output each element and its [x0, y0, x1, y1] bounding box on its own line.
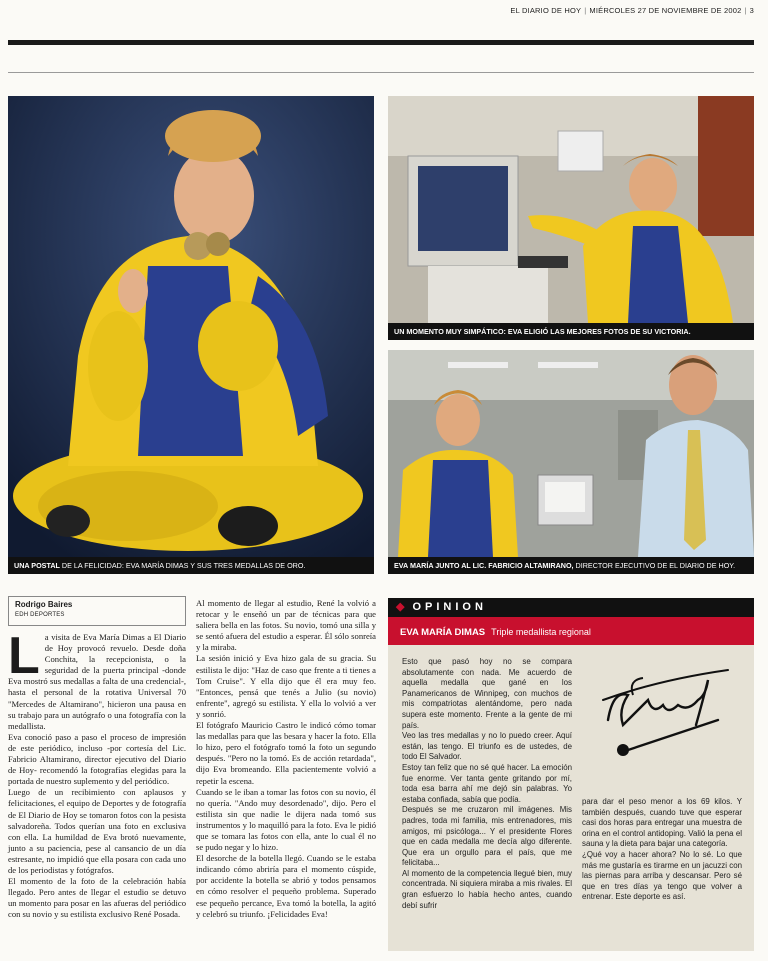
computer-photo-caption — [388, 323, 754, 340]
bullet-icon: ◆ — [396, 601, 409, 613]
issue-date: MIÉRCOLES 27 DE NOVIEMBRE DE 2002 — [589, 6, 742, 15]
newspaper-name: EL DIARIO DE HOY — [510, 6, 582, 15]
article-paragraph: Eva conoció paso a paso el proceso de impresión de este periódico, incluso -por cortesía del Lic. Fabricio Altamirano, director ejecutivo del Diario de Hoy- recomendó la fotografías elegidas para la portada de nuestro suplemento y del periódico. — [8, 731, 186, 787]
caption-text: DE LA FELICIDAD: EVA MARÍA DIMAS Y SUS TRES MEDALLAS DE ORO. — [59, 561, 306, 570]
author-section: EDH DEPORTES — [15, 612, 65, 618]
office-scene-image — [388, 350, 754, 557]
opinion-column-2 — [582, 797, 742, 903]
page-number: 3 — [749, 6, 754, 15]
signature-image — [588, 650, 738, 760]
article-paragraph: El fotógrafo Mauricio Castro le indicó cómo tomar las medallas para que las besara y hacer la foto. Ella lo hizo, pero el fotógrafo tomó la foto un segundo después. "Pero no la tomó. Es de acción retardada", dijo Eva bromeando. Ella pacientemente volvió a repetir la escena. — [196, 720, 376, 786]
opinion-label: OPINION — [412, 601, 487, 613]
article-paragraph: El desorche de la botella llegó. Cuando se le estaba indicando cómo abriría para el momento cúspide, por accidente la botella se abrió y todos pensamos en cómo resolver el pequeño problema. Superado ese pequeño percance, Eva tomó la botella, la agitó y celebró su triunfo. ¡Felicidades Eva! — [196, 853, 376, 919]
caption-text: DIRECTOR EJECUTIVO DE EL DIARIO DE HOY. — [573, 561, 736, 570]
header-divider — [8, 72, 754, 73]
drop-cap: L — [8, 627, 40, 685]
article-column-1 — [8, 627, 187, 920]
opinion-author-bar — [388, 617, 754, 645]
article-paragraph: La sesión inició y Eva hizo gala de su gracia. Su estilista le dijo: "Haz de caso que frente a ti tienes a Tom Cruise". Y ella dijo que él era muy feo. "Entonces, pensá que tenés a Julio (su novio) enfrente", agregó su estilista. Y ella lo volvió a ver y sonrió. — [196, 653, 376, 719]
opinion-author-title: Triple medallista regional — [491, 627, 591, 637]
athlete-portrait-image — [8, 96, 374, 557]
computer-scene-image — [388, 96, 754, 323]
office-photo-caption — [388, 557, 754, 574]
opinion-paragraph: Después se me cruzaron mil imágenes. Mis padres, toda mi familia, mis entrenadores, mis amigos, mi psicóloga... Y el presidente Flores que en cada medalla me decía algo diferente. Que era un orgullo para el país, que me felicitaba... — [402, 805, 572, 868]
caption-highlight: UN MOMENTO MUY SIMPÁTICO: EVA ELIGIÓ LAS MEJORES FOTOS DE SU VICTORIA. — [394, 327, 691, 336]
opinion-paragraph: Esto que pasó hoy no se compara absolutamente con nada. Me acuerdo de aquella medalla que gané en los Panamericanos de Winnipeg, con muchos de mis compatriotas alentándome, pero nada supera este momento. Frente a la gente de mi país. — [402, 657, 572, 730]
article-paragraph: a visita de Eva María Dimas a El Diario de Hoy provocó revuelo. Desde doña Conchita, la recepcionista, o la seguridad de la puerta principal -donde Eva mostró sus medallas a falta de una credencial-, hasta el personal de la rotativa Universal 70 "Mercedes de Altamirano", hicieron una pausa en su trabajo para un autógrafo o una fotografía con la medallista. — [8, 632, 186, 731]
article-paragraph: El momento de la foto de la celebración había llegado. Pero antes de llegar el estudio se detuvo un momento para posar en las afueras del periódico con su novio y su estilista exclusivo René Posada. — [8, 876, 186, 920]
opinion-column-1 — [402, 657, 572, 911]
opinion-author: EVA MARÍA DIMAS — [400, 627, 486, 638]
opinion-paragraph: Estoy tan feliz que no sé qué hacer. La emoción fue enorme. Ver tanta gente gritando por mí, toda esa barra ahí me dejó sin palabras. Yo estaba confiada, sabía que podía. — [402, 762, 572, 804]
article-paragraph: Al momento de llegar al estudio, René la volvió a retocar y le enseñó un par de técnicas para que saliera bella en las fotos. Su novio, tomó una silla y se sentó afuera del estudio a esperar. Él sólo sonreía y la miraba. — [196, 598, 376, 653]
main-photo-caption — [8, 557, 374, 574]
author-name: Rodrigo Baires — [15, 600, 73, 609]
caption-highlight: UNA POSTAL — [14, 561, 60, 570]
article-column-2 — [196, 598, 376, 920]
main-photo — [8, 96, 374, 574]
article-paragraph: Cuando se le iban a tomar las fotos con su novio, él no quería. "Ando muy desordenado", dijo. Pero el estilista sin que nadie le dijera nada tomó sus instrumentos y lo maquilló para la foto. Eva le pidió que se tomara las fotos con ella, ante lo cual él no se pudo negar y lo hizo. — [196, 786, 376, 853]
computer-photo — [388, 96, 754, 340]
article-paragraph: Luego de un recibimiento con aplausos y felicitaciones, el equipo de Deportes y de fotografía de El Diario de Hoy se tomaron fotos con la pesista salvadoreña. Todos querían una foto en exclusiva con ella. La humildad de Eva brotó nuevamente, junto a su paciencia, pese al cansancio de un día estresante, no impidió que ella posara con cada uno de los periodistas y fotógrafos. — [8, 787, 187, 875]
byline — [8, 596, 186, 626]
opinion-paragraph: Al momento de la competencia llegué bien, muy concentrada. Ni siquiera miraba a mis rivales. El gran esfuerzo lo había hecho antes, cuando debí sufrir — [402, 868, 572, 910]
page-header: EL DIARIO DE HOY | MIÉRCOLES 27 DE NOVIEMBRE DE 2002 | 3 — [510, 6, 754, 15]
caption-highlight: EVA MARÍA JUNTO AL LIC. FABRICIO ALTAMIRANO, — [394, 561, 574, 570]
opinion-paragraph: ¿Qué voy a hacer ahora? No lo sé. Lo que más me gustaría es tirarme en un jacuzzi con las piernas para arriba y descansar. Pero sé que en tres días ya tengo que volver a entrenar. Este deporte es así. — [582, 849, 742, 902]
opinion-body — [388, 645, 754, 951]
office-photo — [388, 350, 754, 574]
opinion-paragraph: Veo las tres medallas y no lo puedo creer. Aquí están, las tengo. El triunfo es de ustedes, de todo El Salvador. — [402, 731, 572, 762]
opinion-paragraph: para dar el peso menor a los 69 kilos. Y también después, cuando tuve que esperar casi dos horas para entregar una muestra de orina en el control antidoping. Valió la pena el sauna y la dieta para bajar una categoría. — [582, 797, 742, 849]
opinion-header — [388, 598, 754, 617]
top-rule — [8, 40, 754, 45]
